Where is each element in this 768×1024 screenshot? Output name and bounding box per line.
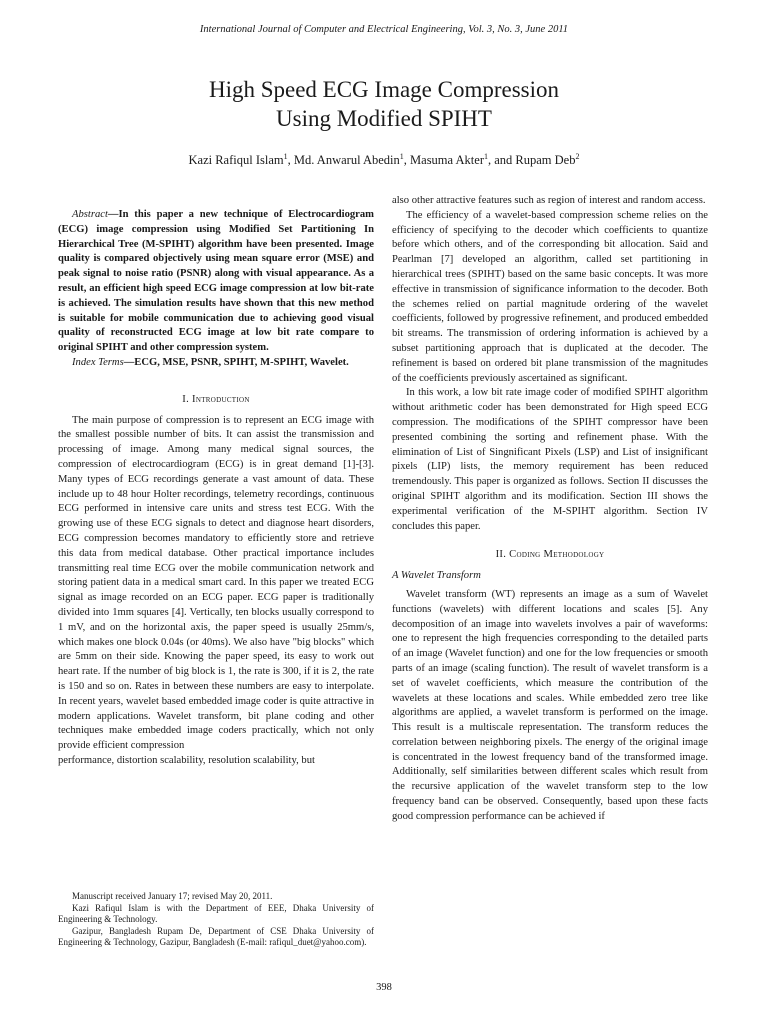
footnotes	[58, 891, 374, 949]
author-name: Md. Anwarul Abedin	[293, 153, 400, 168]
author-name: Kazi Rafiqul Islam	[188, 153, 284, 168]
left-column	[58, 208, 374, 769]
paper-title	[0, 75, 768, 133]
index-terms-text: —ECG, MSE, PSNR, SPIHT, M-SPIHT, Wavelet.	[123, 356, 349, 368]
footnote-manuscript: Manuscript received January 17; revised May 20, 2011.	[72, 891, 273, 901]
author-separator: ,	[287, 153, 294, 168]
right-column	[392, 194, 708, 825]
section-heading-coding-methodology: II. Coding Methodology	[495, 549, 605, 561]
subsection-heading-wavelet-transform: A Wavelet Transform	[392, 570, 481, 582]
paragraph-wavelet-transform: Wavelet transform (WT) represents an image as a sum of Wavelet functions (wavelets) with different locations and scales [5]. Any decomposition of an image into wavelets involves a pair of waveforms: one to represent the high frequencies corresponding to the detailed parts of an image (Wavelet function) and one for the low frequencies or smooth parts of an image (scaling function). The result of wavelet transform is a set of wavelet coefficients, which measure the contribution of the wavelets at these locations and scales. While embedded zero tree like algorithms are applied, a wavelet transform is performed on the image. This result is a multiscale representation. The transform reduces the correlation between neighboring pixels. The energy of the original image is concentrated in the lowest frequency band of the transformed image. Additionally, self similarities between different scales which result from the recursive application of the wavelet transform step to the low frequency band can be observed. Consequently, based upon these facts good compression performance can be achieved if	[392, 588, 708, 822]
author-affiliation: 1	[483, 152, 488, 161]
author-affiliation: 2	[575, 152, 580, 161]
abstract-label: Abstract	[72, 209, 108, 220]
index-terms-label: Index Terms	[72, 356, 124, 368]
footnote-author-1: Kazi Rafiqul Islam is with the Department of EEE, Dhaka University of Engineering & Technology.	[58, 902, 374, 925]
intro-paragraph: The main purpose of compression is to represent an ECG image with the smallest possible number of bits. It can assist the transmission and processing of image. Among many medical signal sources, the compression of electrocardiogram (ECG) is in great demand [1]-[3]. Many types of ECG recordings generate a vast amount of data. These include up to 48 hour Holter recordings, telemetry recordings, continuous ECG performed in intensive care units and stress test ECG. With the growing use of these ECG signals to detect and diagnose heart disorders, ECG compression becomes mandatory to efficiently store and retrieve this data from medical database. Other practical importance includes transmitting real time ECG over the mobile communication network and storing patient data in a medical smart card. In this paper we treated ECG signal as image recorded on an ECG paper. ECG paper is traditionally divided into 1mm squares [4]. Vertically, ten blocks usually correspond to 1 mV, and on the horizontal axis, the paper speed is usually 25mm/s, which makes one block 0.04s (or 40ms). We also have "big blocks" which are 5mm on their side. Knowing the paper speed, its easy to work out heart rate. If the number of big block is 1, the rate is 300, if it is 2, the rate is 150 and so on. Rates in between these numbers are easy to interpolate. In recent years, wavelet based embedded image coder is quite attractive in modern applications. Wavelet transform, bit plane coding and other techniques make embedded image coders practically, which not only provide efficient compression	[58, 414, 374, 752]
paragraph-spiht-efficiency: The efficiency of a wavelet-based compression scheme relies on the efficiency of specifying to the decoder which coefficients to quantize before which others, and of the corresponding bit allocation. Said and Pearlman [7] developed an algorithm, called set partitioning in hierarchical trees (SPIHT) based on the same basic concepts. It was more effective in transmission of significance information to the decoder. Both the schemes relied on partial magnitude ordering of the wavelet coefficients, followed by progressive refinement, and produced embedded bit streams. The transmission of ordering information is achieved by a subset partitioning approach that is duplicated at the decoder. The refinement is based on ordered bit plane transmission of the magnitudes of the coefficients previously ascertained as significant.	[392, 209, 708, 384]
intro-continuation: performance, distortion scalability, resolution scalability, but	[58, 754, 315, 766]
journal-header: International Journal of Computer and Electrical Engineering, Vol. 3, No. 3, June 2011	[199, 24, 569, 35]
author-affiliation: 1	[283, 152, 288, 161]
page-number: 398	[376, 982, 392, 993]
paragraph-this-work: In this work, a low bit rate image coder of modified SPIHT algorithm without arithmetic coder has been demonstrated for High speed ECG compression. The modifications of the SPIHT compressor have been presented combining the sorting and refinement phase. With the elimination of List of Singnificant Pixels (LSP) and List of insignificant pixels (LIP) lists, the memory requirement has been reduced tremendously. This paper is organized as follows. Section II discusses the original SPIHT algorithm and its modification. Section III shows the experimental verification of the M-SPIHT algorithm. Section IV concludes this paper.	[392, 387, 708, 532]
abstract-text: —In this paper a new technique of Electrocardiogram (ECG) image compression using Modified Set Partitioning In Hierarchical Tree (M-SPIHT) algorithm have been presented. Image quality is compared objectively using mean square error (MSE) and peak signal to noise ratio (PSNR) along with visual appearance. As a result, an efficient high speed ECG image compression at low bit-rate is achieved. The simulation results have shown that this new method is suitable for mobile communication due to achieving good visual quality of reconstructed ECG image at low bit rate compare to original SPIHT and other compression system.	[58, 209, 374, 354]
section-heading-introduction: I. Introduction	[182, 393, 250, 405]
author-name: Rupam Deb	[515, 153, 576, 168]
paragraph-continued: also other attractive features such as region of interest and random access.	[392, 195, 706, 206]
index-terms	[58, 356, 374, 371]
abstract	[58, 208, 374, 356]
author-list	[0, 152, 768, 168]
author-separator: ,	[403, 153, 411, 168]
footnote-author-2: Gazipur, Bangladesh Rupam De, Department of CSE Dhaka University of Engineering & Technology, Gazipur, Bangladesh (E-mail: rafiqul_duet@yahoo.com).	[58, 925, 374, 948]
author-separator: , and	[487, 153, 516, 168]
title-line-2: Using Modified SPIHT	[276, 106, 492, 131]
author-affiliation: 1	[399, 152, 404, 161]
title-line-1: High Speed ECG Image Compression	[208, 77, 560, 102]
author-name: Masuma Akter	[410, 153, 484, 168]
